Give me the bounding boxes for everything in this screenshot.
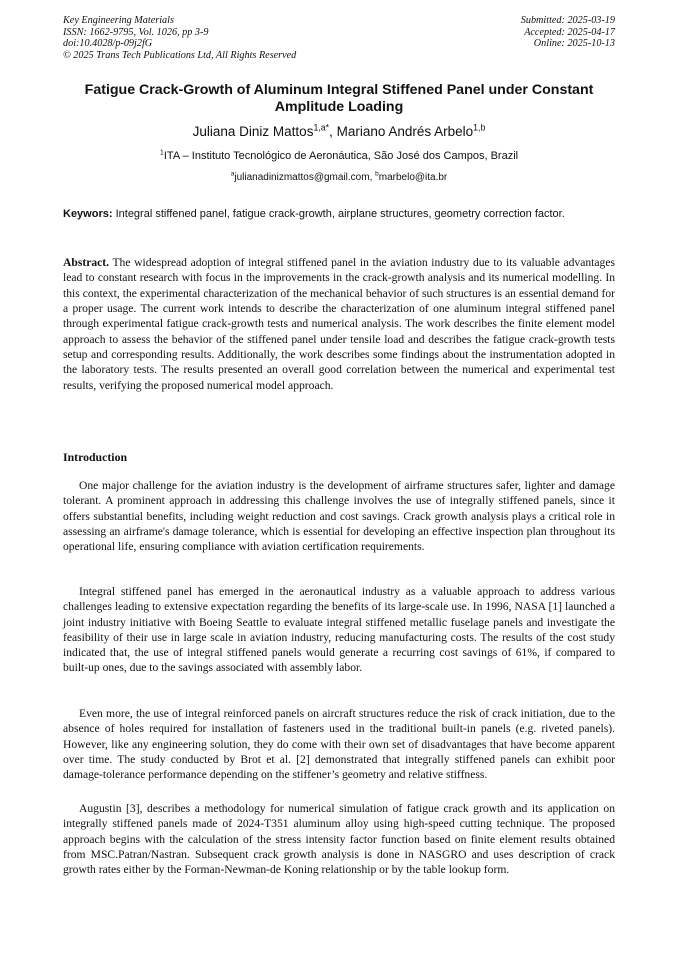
- journal-name: Key Engineering Materials: [63, 15, 174, 26]
- keywords-label: Keywors:: [63, 208, 113, 220]
- author-name: Mariano Andrés Arbelo: [336, 124, 474, 139]
- keywords-text: Integral stiffened panel, fatigue crack-growth, airplane structures, geometry correction factor.: [112, 208, 565, 220]
- journal-doi: doi:10.4028/p-09j2fG: [63, 38, 153, 50]
- body-paragraph: Integral stiffened panel has emerged in the aeronautical industry as a valuable approach to address various challenges leading to extensive expectation regarding the benefits of its large-scale use. In 1996, NASA [1] launched a joint industry initiative with Boeing Seattle to evaluate integral stiffened metallic fuselage panels and investigate the feasibility of their use in large scale in aviation industry, reducing manufacturing costs. The results of the cost study indicated that, the use of integral stiffened panels would generate a recurring cost savings of 61%, if compared to built-up ones, due to the savings associated with assembly labor.: [63, 585, 615, 675]
- author-emails: [63, 172, 615, 184]
- copyright-notice: © 2025 Trans Tech Publications Ltd, All Rights Reserved: [63, 49, 297, 61]
- publication-dates: [521, 15, 615, 50]
- abstract-label: Abstract.: [63, 256, 110, 269]
- affiliation-mark: 1: [159, 148, 164, 157]
- email-link[interactable]: marbelo@ita.br: [378, 172, 448, 183]
- body-paragraph: Augustin [3], describes a methodology for numerical simulation of fatigue crack growth and its application on integrally stiffened panels made of 2024-T351 aluminum alloy using high-speed cutting technique. The proposed approach begins with the calculation of the stress intensity factor function based on finite element results obtained from MSC.Patran/Nastran. Subsequent crack growth analysis is done in NASGRO and uses description of crack growth rates either by the Forman-Newman-de Koning relationship or by the table lookup form.: [63, 802, 615, 877]
- online-date: Online: 2025-10-13: [533, 38, 615, 50]
- affiliation-text: ITA – Instituto Tecnológico de Aeronáutica, São José dos Campos, Brazil: [163, 150, 519, 162]
- author-affiliation-mark: 1,b: [473, 122, 486, 133]
- author-affiliation-mark: 1,a*: [313, 122, 330, 133]
- keywords: [63, 207, 615, 221]
- journal-issn: ISSN: 1662-9795, Vol. 1026, pp 3-9: [63, 26, 209, 38]
- body-paragraph: Even more, the use of integral reinforced panels on aircraft structures reduce the risk of crack initiation, due to the absence of holes required for installation of fasteners used in the traditional built-in panels (e.g. riveted panels). However, like any engineering solution, they do come with their own set of disadvantages that have become apparent over time. The study conducted by Brot et al. [2] demonstrated that integrally stiffened panels can exhibit poor damage-tolerance performance depending on the stiffener’s geometry and relative stiffness.: [63, 707, 615, 782]
- abstract-text: The widespread adoption of integral stiffened panel in the aviation industry due to its valuable advantages lead to constant research with focus in the improvements in the crack-growth analysis and its numerical modelling. In this context, the experimental characterization of the mechanical behavior of such structures is an essential demand for a proper usage. The current work intends to describe the characterization of one aluminum integral stiffened panel through experimental fatigue crack-growth tests and numerical analysis. The work describes the finite element model approach to assess the behavior of the stiffened panel under tensile load and describes the fatigue crack-growth tests setup and corresponding results. Additionally, the work describes some findings about the instrumentation adopted in the laboratory tests. The results presented an overall good correlation between the numerical and experimental test results, verifying the proposed numerical model approach.: [63, 256, 615, 392]
- abstract: [63, 255, 615, 393]
- accepted-date: Accepted: 2025-04-17: [524, 26, 615, 38]
- section-heading: Introduction: [63, 450, 128, 464]
- journal-info: [63, 15, 296, 61]
- author-list: [63, 124, 615, 140]
- affiliation: [63, 150, 615, 163]
- author-separator: ,: [329, 124, 337, 139]
- submitted-date: Submitted: 2025-03-19: [520, 15, 615, 26]
- email-link[interactable]: julianadinizmattos@gmail.com,: [234, 172, 376, 183]
- author-name: Juliana Diniz Mattos: [192, 124, 314, 139]
- email-mark: a: [230, 170, 235, 178]
- paper-title: Fatigue Crack-Growth of Aluminum Integral Stiffened Panel under Constant Amplitude Loading: [84, 82, 594, 115]
- body-paragraph: One major challenge for the aviation industry is the development of airframe structures safer, lighter and damage tolerant. A prominent approach in addressing this challenge involves the use of integrally stiffened panels, since it offers substantial benefits, including weight reduction and cost savings. Crack growth analysis plays a critical role in assessing an airframe's damage tolerance, which is essential for developing an effective inspection plan throughout its operational life, ensuring compliance with aviation certification requirements.: [63, 479, 615, 554]
- email-mark: b: [375, 170, 379, 178]
